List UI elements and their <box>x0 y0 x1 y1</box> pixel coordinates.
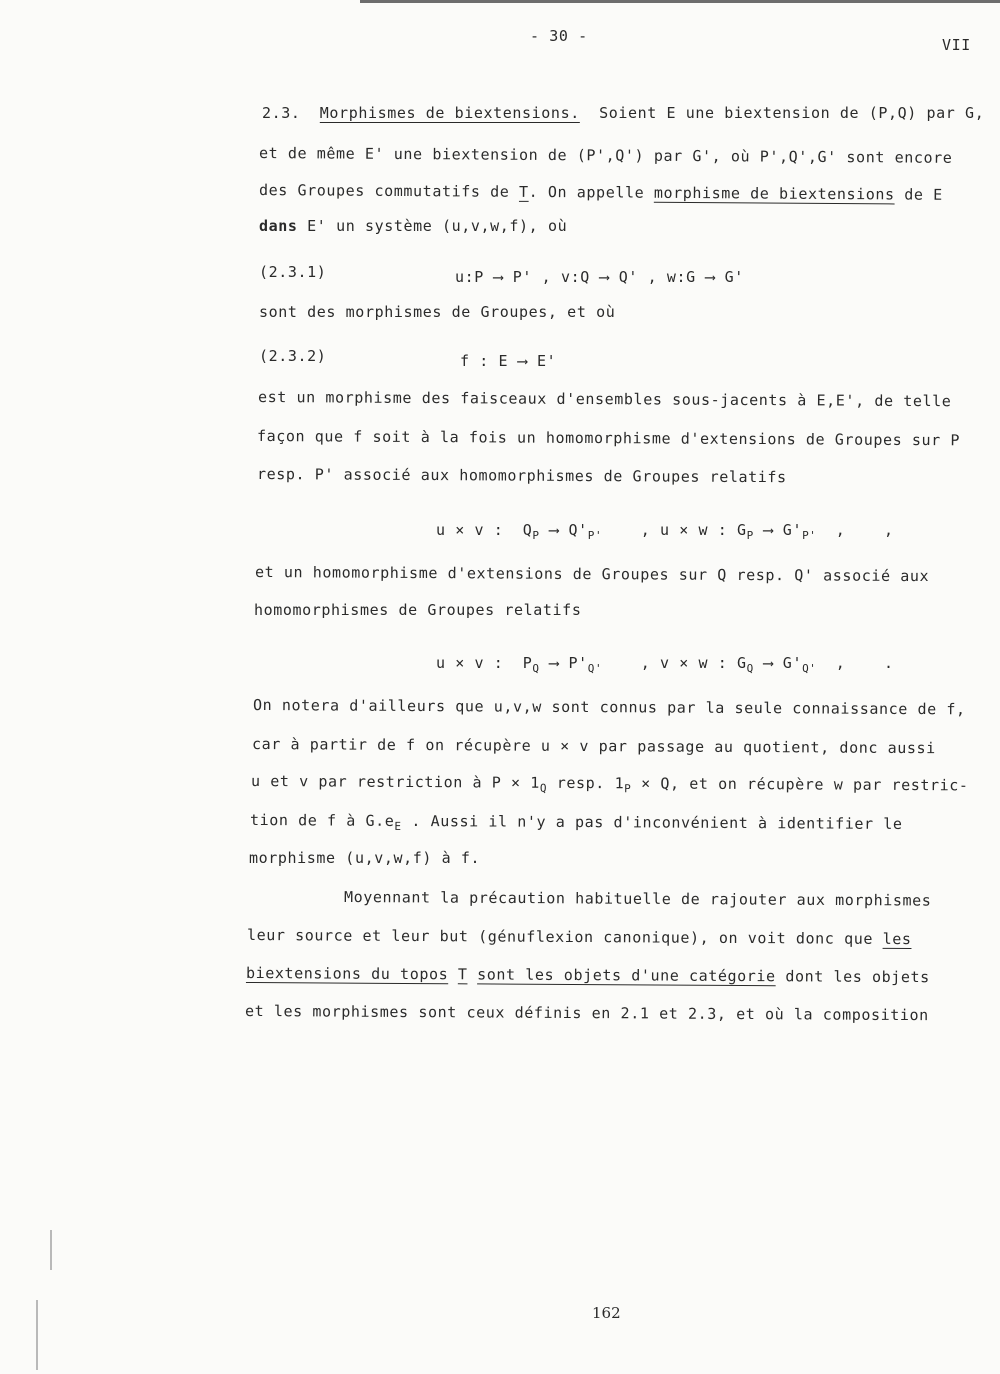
header-page-number: - 30 - <box>530 27 588 45</box>
header-section-marker: VII <box>942 36 971 54</box>
paragraph-line: 2.3. Morphismes de biextensions. Soient E une biextension de (P,Q) par G, <box>262 104 985 122</box>
paragraph-line: resp. P' associé aux homomorphismes de Groupes relatifs <box>256 465 787 487</box>
scan-margin-mark <box>36 1300 38 1370</box>
paragraph-line: tion de f à $G.e_E$ . Aussi il n'y a pas d'inconvénient à identifier le <box>249 811 903 833</box>
defined-term: morphisme de biextensions <box>653 183 895 204</box>
paragraph-line: morphisme (u,v,w,f) à f. <box>249 849 481 867</box>
emphasized-statement: sont les objets d'une catégorie <box>477 965 776 986</box>
equation-label: (2.3.1) <box>259 263 327 281</box>
section-title: Morphismes de biextensions. <box>319 104 580 122</box>
paragraph-line: façon que f soit à la fois un homomorphisme d'extensions de Groupes sur P <box>256 427 961 450</box>
equation: u × v : $P_Q$ ⟶ $P'_{Q'}$ , v × w : $G_Q$ ⟶ $G'_{Q'}$ , . <box>436 654 894 675</box>
paragraph-line: dans E' un système (u,v,w,f), où <box>259 217 568 235</box>
paragraph-line: leur source et leur but (génuflexion canonique), on voit donc que les <box>246 926 912 949</box>
paragraph-line: biextensions du topos T sont les objets d'une catégorie dont les objets <box>245 964 930 987</box>
equation-label: (2.3.2) <box>259 347 327 365</box>
footer-page-number: 162 <box>592 1304 621 1322</box>
paragraph-line: sont des morphismes de Groupes, et où <box>259 303 616 321</box>
paragraph-line: des Groupes commutatifs de T. On appelle morphisme de biextensions de E <box>258 181 943 204</box>
paragraph-line: et de même E' une biextension de (P',Q') par G', où P',Q',G' sont encore <box>258 144 953 167</box>
equation: f : E ⟶ E' <box>460 352 557 370</box>
paragraph-line: u et v par restriction à $P \times 1_Q$ resp. $1_P \times Q$, et on récupère w par restric- <box>250 772 969 796</box>
paragraph-line: On notera d'ailleurs que u,v,w sont connus par la seule connaissance de f, <box>252 696 966 719</box>
paragraph-line: homomorphismes de Groupes relatifs <box>254 601 582 619</box>
paragraph-line: est un morphisme des faisceaux d'ensembles sous-jacents à E,E', de telle <box>257 388 952 411</box>
paragraph-line: et un homomorphisme d'extensions de Groupes sur Q resp. Q' associé aux <box>254 563 930 586</box>
paragraph-line: car à partir de f on récupère u × v par passage au quotient, donc aussi <box>251 735 936 758</box>
scan-top-rule <box>360 0 1000 3</box>
scan-margin-mark <box>50 1230 52 1270</box>
paragraph-line: Moyennant la précaution habituelle de rajouter aux morphismes <box>343 888 932 910</box>
paragraph-line: et les morphismes sont ceux définis en 2.1 et 2.3, et où la composition <box>244 1002 929 1025</box>
section-number: 2.3. <box>262 104 301 122</box>
equation: u:P ⟶ P' , v:Q ⟶ Q' , w:G ⟶ G' <box>455 268 744 286</box>
equation: u × v : $Q_P$ ⟶ $Q'_{P'}$ , u × w : $G_P$ ⟶ $G'_{P'}$ , , <box>436 521 894 542</box>
